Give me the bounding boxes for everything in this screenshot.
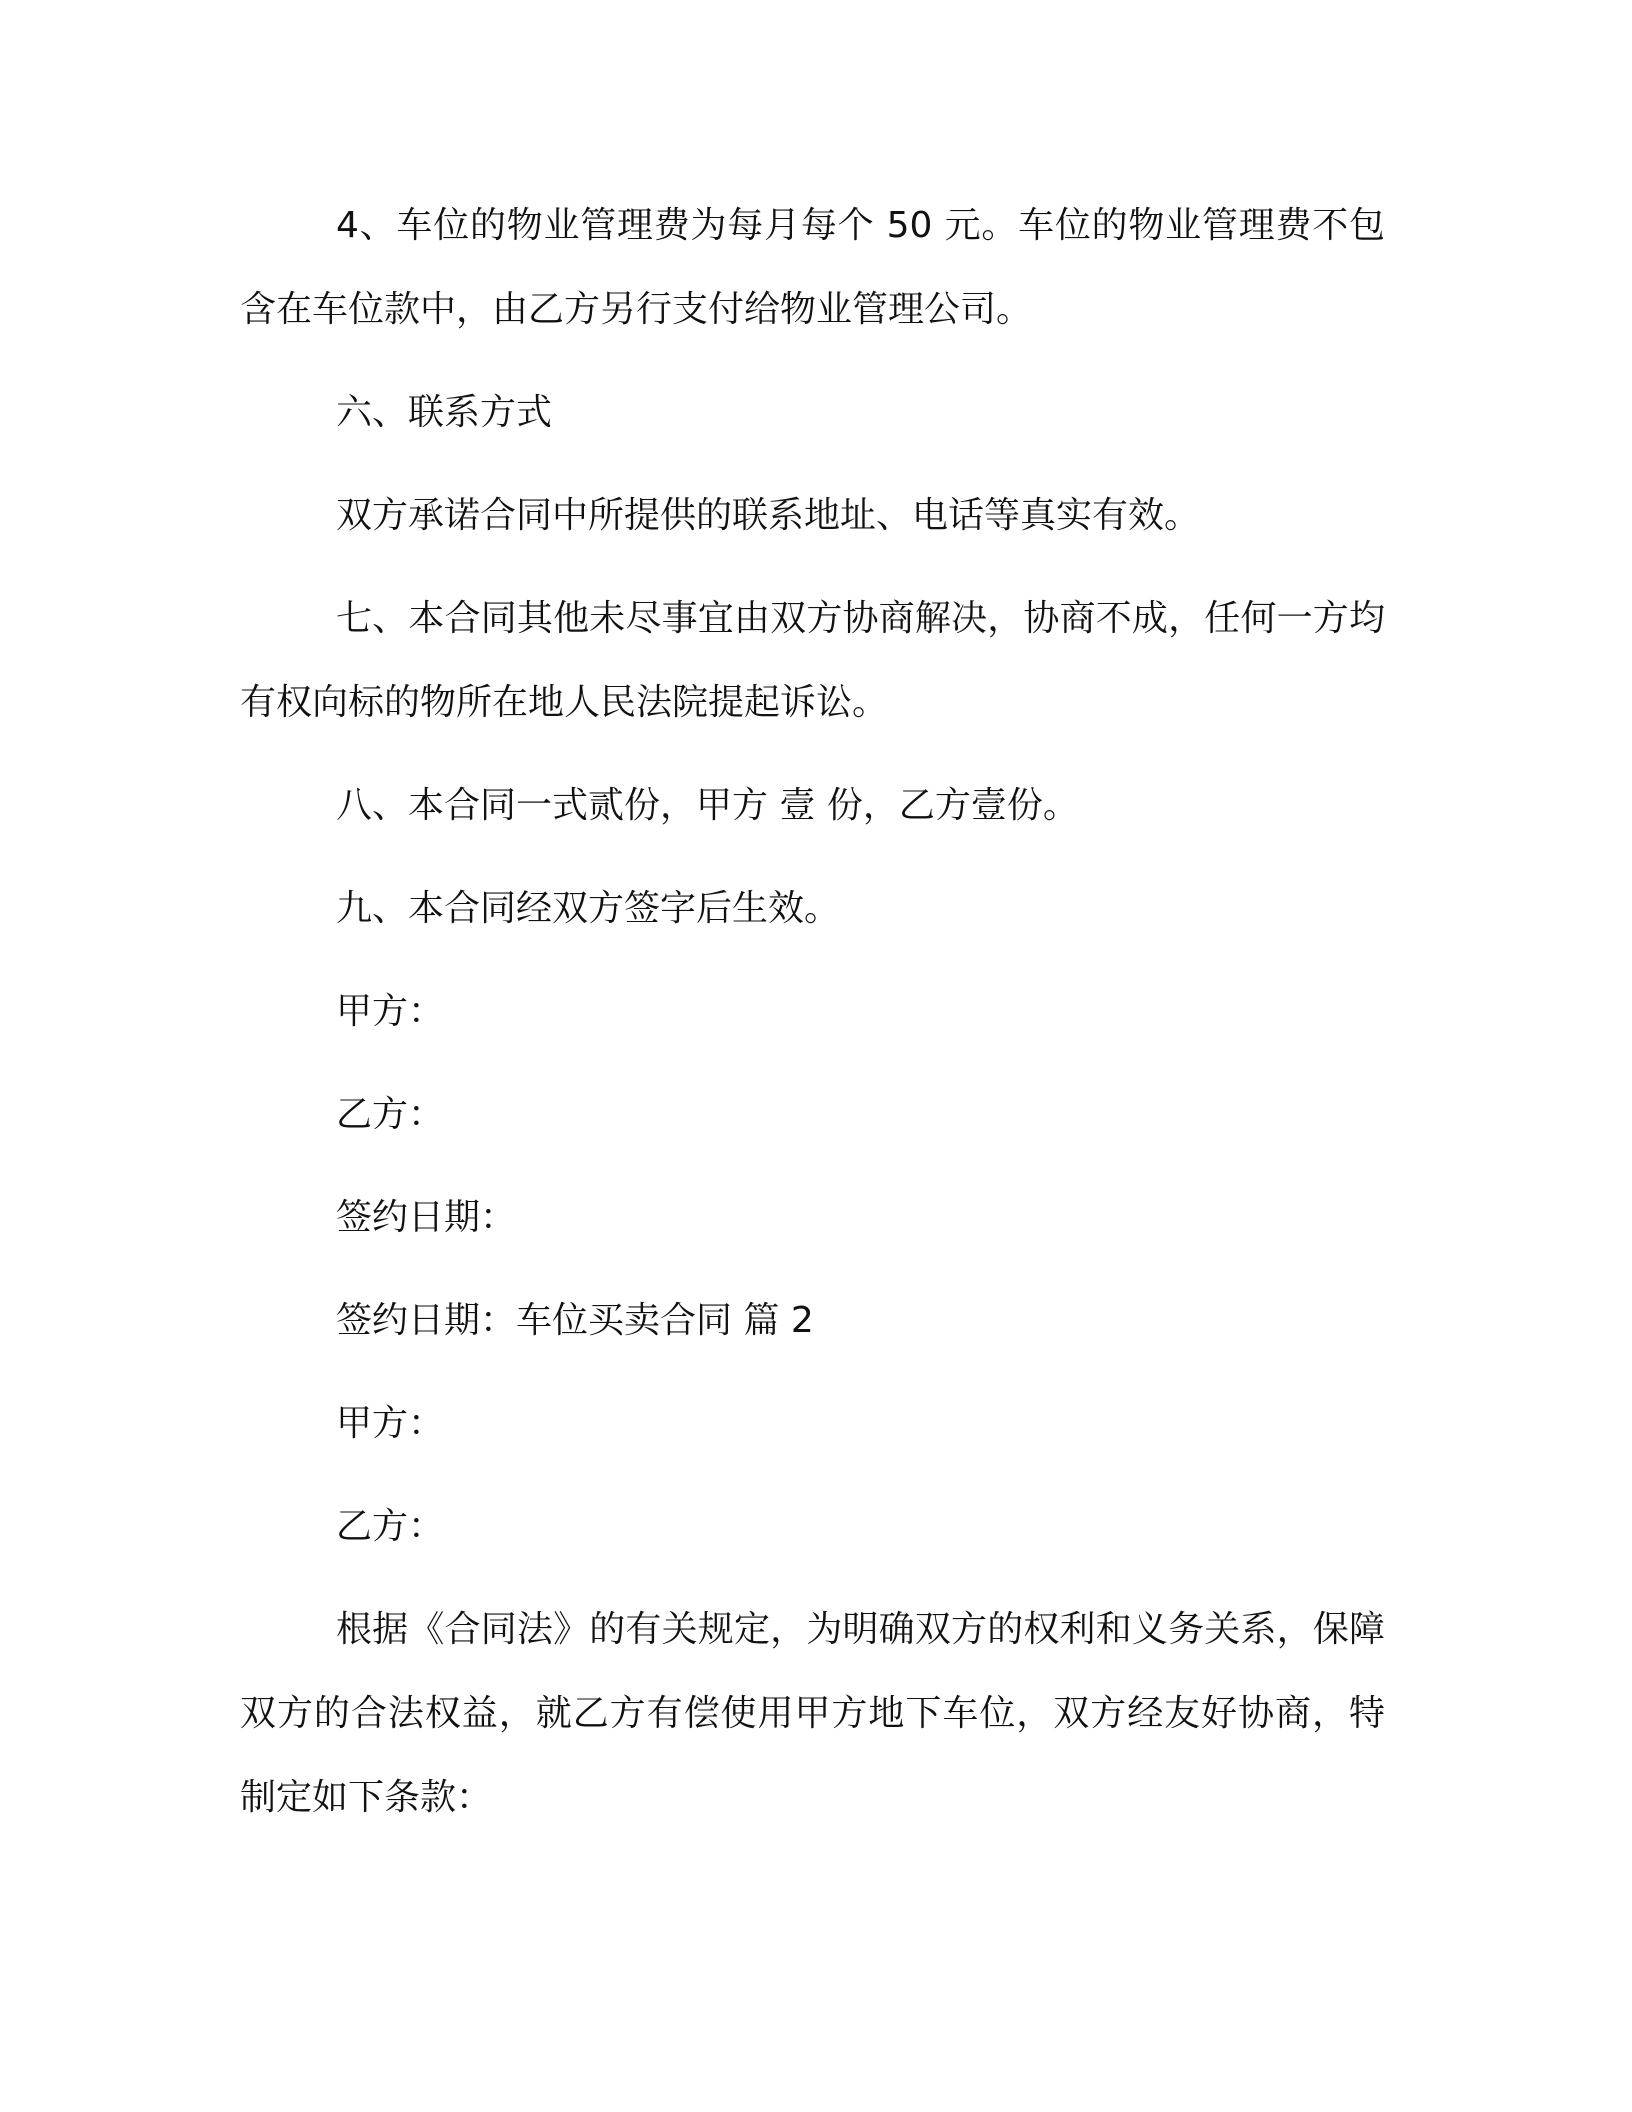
party-a-label: 甲方：: [336, 991, 445, 1032]
paragraph-contact-commitment: 双方承诺合同中所提供的联系地址、电话等真实有效。: [336, 495, 1201, 536]
paragraph-parking-fee: 4、车位的物业管理费为每月每个 50 元。车位的物业管理费不包含在车位款中，由乙方另行支付给物业管理公司。: [240, 205, 1385, 330]
section-heading-contact: 六、联系方式: [336, 392, 553, 433]
contract-2-heading: 签约日期：车位买卖合同 篇 2: [336, 1300, 814, 1341]
party-b-label: 乙方：: [336, 1094, 445, 1135]
paragraph-effective: 九、本合同经双方签字后生效。: [336, 888, 841, 929]
party-a-label-2: 甲方：: [336, 1403, 445, 1444]
signing-date-label: 签约日期：: [336, 1197, 517, 1238]
paragraph-copies: 八、本合同一式贰份，甲方 壹 份，乙方壹份。: [336, 785, 1079, 826]
paragraph-preamble: 根据《合同法》的有关规定，为明确双方的权利和义务关系，保障双方的合法权益，就乙方有偿使用甲方地下车位，双方经友好协商，特制定如下条款：: [240, 1609, 1385, 1818]
paragraph-dispute-resolution: 七、本合同其他未尽事宜由双方协商解决，协商不成，任何一方均有权向标的物所在地人民法院提起诉讼。: [240, 598, 1385, 723]
party-b-label-2: 乙方：: [336, 1506, 445, 1547]
document-body: [240, 184, 1385, 1840]
